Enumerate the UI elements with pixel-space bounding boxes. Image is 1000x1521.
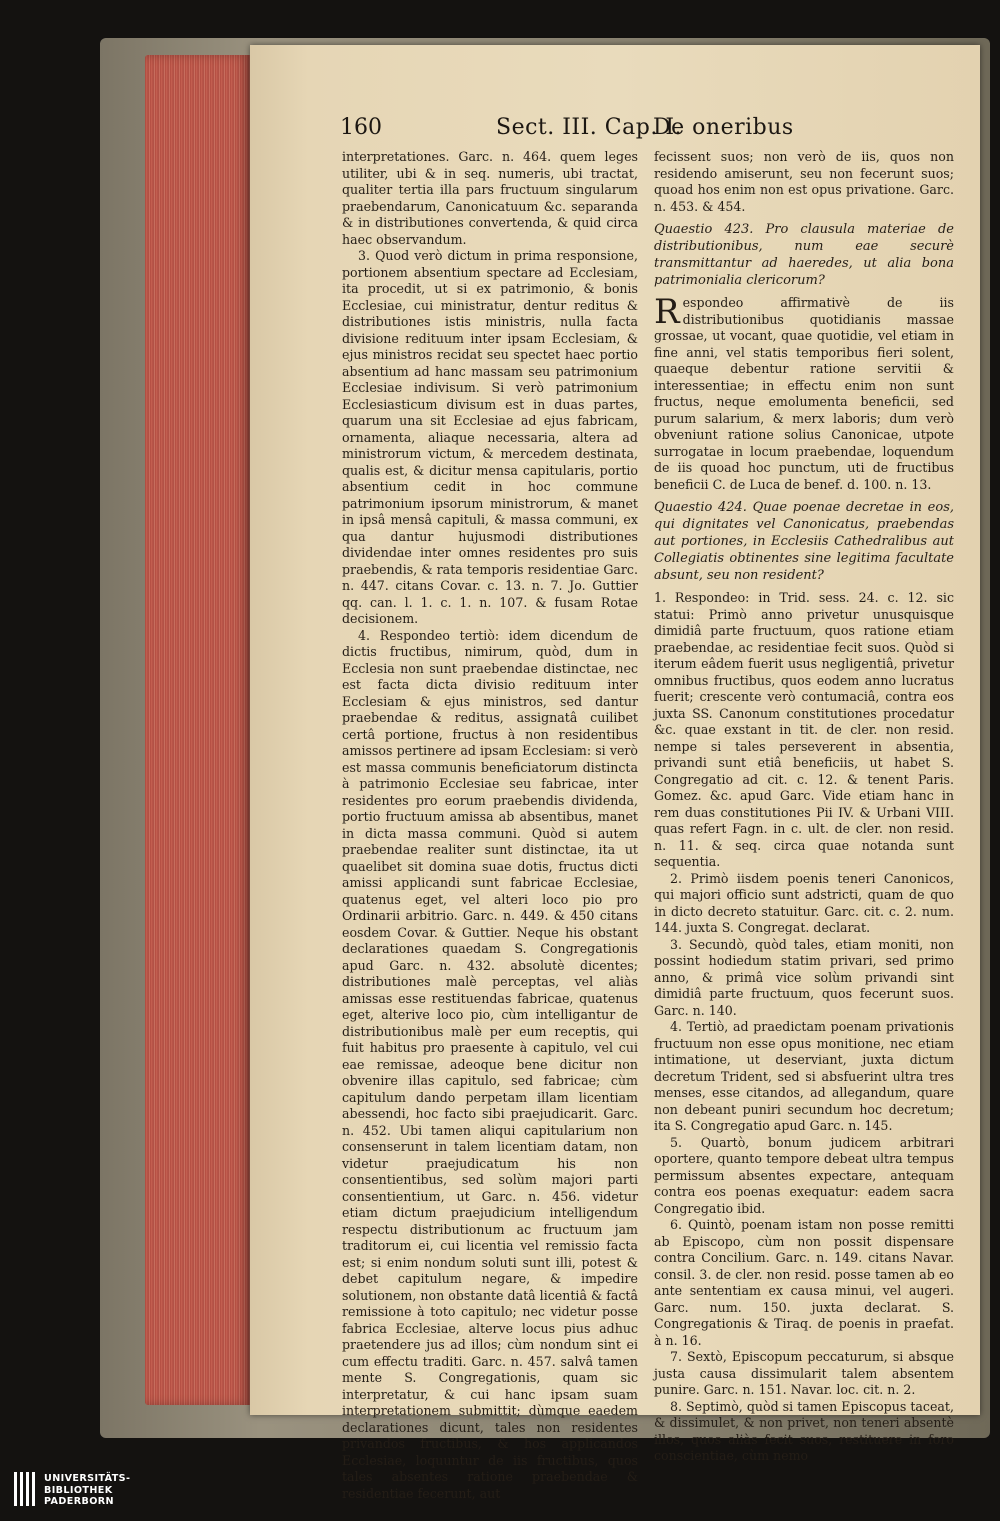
right-column — [654, 149, 954, 1465]
right-paragraph-3: 3. Secundò, quòd tales, etiam moniti, non possint hodiedum statim privari, sed primo anno, & primâ vice solùm privandi sint dimidiâ parte fructuum, quos fecerunt suos. Garc. n. 140. — [654, 936, 954, 1018]
right-paragraph-4: 4. Tertiò, ad praedictam poenam privationis fructuum non esse opus monitione, nec etiam intimatione, ut deserviant, juxta dictum decretum Trident, sed si absfuerint ultra tres menses, esse citandos, ad allegandum, quare non debeant puniri secundum hoc decretum; ita S. Congregatio apud Garc. n. 145. — [654, 1019, 954, 1133]
section-heading: Sect. III. Cap. I. — [496, 115, 682, 140]
question-423-body: Respondeo affirmativè de iis distributionibus quotidianis massae grossae, ut vocant, quae quotidie, vel etiam in fine anni, vel statis temporibus fieri solent, quaeque debentur ratione servitii & interessentiae; in effectu enim non sunt fructus, neque emolumenta beneficii, sed purum salarium, & merx laboris; dum verò obveniunt ratione solius Canonicae, utpote surrogatae in locum praebendae, loquendum de iis quoad hoc punctum, uti de fructibus beneficii C. de Luca de benef. d. 100. n. 13. — [654, 292, 954, 492]
right-paragraph-5: 5. Quartò, bonum judicem arbitrari oportere, quanto tempore debeat ultra tempus permissum absentes expectare, antequam contra eos poenas exequatur: eadem sacra Congregatio ibid. — [654, 1134, 954, 1216]
logo-line-2: BIBLIOTHEK — [44, 1484, 113, 1496]
library-logo-text — [44, 1473, 130, 1508]
left-paragraph-3: 4. Respondeo tertiò: idem dicendum de dictis fructibus, nimirum, quòd, dum in Ecclesia non sunt praebendae distinctae, nec est facta dicta divisio redituum inter Ecclesiam & ejus ministros, sed dantur praebendae & reditus, assignatâ cuilibet certâ portione, fructus à non residentibus amissos pertinere ad ipsam Ecclesiam: si verò est massa communis beneficiatorum distincta à patrimonio Ecclesiae seu fabricae, inter residentes pro eorum praebendis dividenda, portio fructuum amissa ab absentibus, manet in dicta massa communi. Quòd si autem praebendae realiter sunt distinctae, ita ut quaelibet sit domina suae dotis, fructus dicti amissi applicandi sunt fabricae Ecclesiae, quatenus eget, vel alteri loco pio pro Ordinarii arbitrio. Garc. n. 449. & 450 citans eosdem Covar. & Guttier. Neque his obstant declarationes quaedam S. Congregationis apud Garc. n. 432. absolutè dicentes; distributiones malè perceptas, vel aliàs amissas esse restituendas fabricae, quatenus eget, alterive loco pio, cùm intelligantur de distributionibus malè per eum receptis, qui fuit habitus pro praesente à capitulo, vel cui eae remissae, adeoque bene dicitur non obvenire illas capitulo, sed fabricae; cùm capitulum dando perpetam illam licentiam abessendi, hoc facto sibi praejudicarit. Garc. n. 452. Ubi tamen aliqui capitularium non consenserunt in talem licentiam datam, non videtur praejudicatum his non consentientibus, sed solùm majori parti consentientium, ut Garc. n. 456. videtur etiam dictum praejudicium intelligendum respectu distributionum ac fructuum jam traditorum ei, cui licentia vel remissio facta est; si enim nondum soluti sunt illi, potest & debet capitulum negare, & impedire solutionem, non obstante datâ licentiâ & factâ remissione à toto capitulo; nec videtur posse fabrica Ecclesiae, alterve locus pius adhuc praetendere jus ad illos; cùm nondum sint ei cum effectu traditi. Garc. n. 457. salvâ tamen mente S. Congregationis, quam sic interpretatur, & cui hanc ipsam suam interpretationem submittit; dùmque eaedem declarationes dicunt, tales non residentes privandos fructibus, & hos applicandos Ecclesiae, loquuntur de iis fructibus, quos tales absentes ratione praebendae & residentiae fecerunt, aut — [342, 627, 638, 1501]
topic-heading: De oneribus — [653, 115, 794, 140]
book-page — [250, 45, 980, 1501]
question-423-title: Quaestio 423. Pro clausula materiae de distributionibus, num eae securè transmittantur ad haeredes, ut alia bona patrimonialia clericorum? — [654, 222, 954, 288]
running-head — [250, 115, 980, 149]
logo-line-1: UNIVERSITÄTS- — [44, 1473, 131, 1484]
right-intro: fecissent suos; non verò de iis, quos non residendo amiserunt, seu non fecerunt suos; quoad hos enim non est opus privatione. Garc. n. 453. & 454. — [654, 149, 954, 214]
right-paragraph-6: 6. Quintò, poenam istam non posse remitti ab Episcopo, cùm non possit dispensare contra Concilium. Garc. n. 149. citans Navar. consil. 3. de cler. non resid. posse tamen ab eo ante sententiam ex causa minui, vel augeri. Garc. num. 150. juxta declarat. S. Congregationis & Tiraq. de poenis in praefat. à n. 16. — [654, 1217, 954, 1348]
right-paragraph-8: 8. Septimò, quòd si tamen Episcopus taceat, & dissimulet, & non privet, non teneri absentè illos, quos aliàs fecit suos, restituere in foro conscientiae, cùm nemo — [654, 1398, 954, 1463]
page-edges-red — [145, 55, 250, 1405]
right-paragraph-1: 1. Respondeo: in Trid. sess. 24. c. 12. sic statui: Primò anno privetur unusquisque dimidiâ parte fructuum, quos ratione etiam praebendae, ac residentiae fecit suos. Quòd si iterum eâdem fuerit usus negligentiâ, privetur omnibus fructibus, quos eodem anno lucratus fuerit; crescente verò contumaciâ, contra eos juxta SS. Canonum constitutiones procedatur &c. quae exstant in tit. de cler. non resid. nempe si tales perseverent in absentia, privandi sunt etiâ beneficiis, ut habet S. Congregatio ad cit. c. 12. & tenent Paris. Gomez. &c. apud Garc. Vide etiam hanc in rem duas constitutiones Pii IV. & Urbani VIII. quas refert Fagn. in c. ult. de cler. non resid. n. 11. & seq. circa quae notanda sunt sequentia. — [654, 590, 954, 869]
library-logo-icon — [14, 1472, 36, 1506]
right-paragraph-7: 7. Sextò, Episcopum peccaturum, si absque justa causa dissimularit talem absentem punire. Garc. n. 151. Navar. loc. cit. n. 2. — [654, 1349, 954, 1397]
question-424-title: Quaestio 424. Quae poenae decretae in eos, qui dignitates vel Canonicatus, praebendas aut portiones, in Ecclesiis Cathedralibus aut Collegiatis obtinentes sine legitima facultate absunt, seu non resident? — [654, 500, 954, 583]
right-paragraph-2: 2. Primò iisdem poenis teneri Canonicos, qui majori officio sunt adstricti, quam de quo in dicto decreto statuitur. Garc. cit. c. 2. num. 144. juxta S. Congregat. declarat. — [654, 870, 954, 935]
logo-line-3: PADERBORN — [44, 1496, 114, 1507]
left-paragraph-2: 3. Quod verò dictum in prima responsione, portionem absentium spectare ad Ecclesiam, ita procedit, ut si ex patrimonio, & bonis Ecclesiae, cui ministratur, dentur reditus & distributiones istis ministris, nulla facta divisione redituum inter ipsam Ecclesiam, & ejus ministros recidat seu spectet haec portio absentium ad hanc massam seu patrimonium Ecclesiae indivisum. Si verò patrimonium Ecclesiasticum divisum est in duas partes, quarum una sit Ecclesiae ad ejus fabricam, ornamenta, aliaque necessaria, altera ad ministrorum victum, & mercedem destinata, qualis est, & dicitur mensa capitularis, portio absentium cedit in hoc commune patrimonium ipsorum ministrorum, & manet in ipsâ mensâ capituli, & massa communi, ex qua dantur hujusmodi distributiones dividendae inter omnes residentes pro suis praebendis, & rata temporis residentiae Garc. n. 447. citans Covar. c. 13. n. 7. Jo. Guttier qq. can. l. 1. c. 1. n. 107. & fusam Rotae decisionem. — [342, 248, 638, 626]
page-number: 160 — [340, 115, 382, 140]
left-column — [342, 149, 638, 1502]
left-paragraph-1: interpretationes. Garc. n. 464. quem leges utiliter, ubi & in seq. numeris, ubi tractat, qualiter tertia illa pars fructuum singularum praebendarum, Canonicatuum &c. separanda & in distributiones convertenda, & quid circa haec observandum. — [342, 149, 638, 247]
